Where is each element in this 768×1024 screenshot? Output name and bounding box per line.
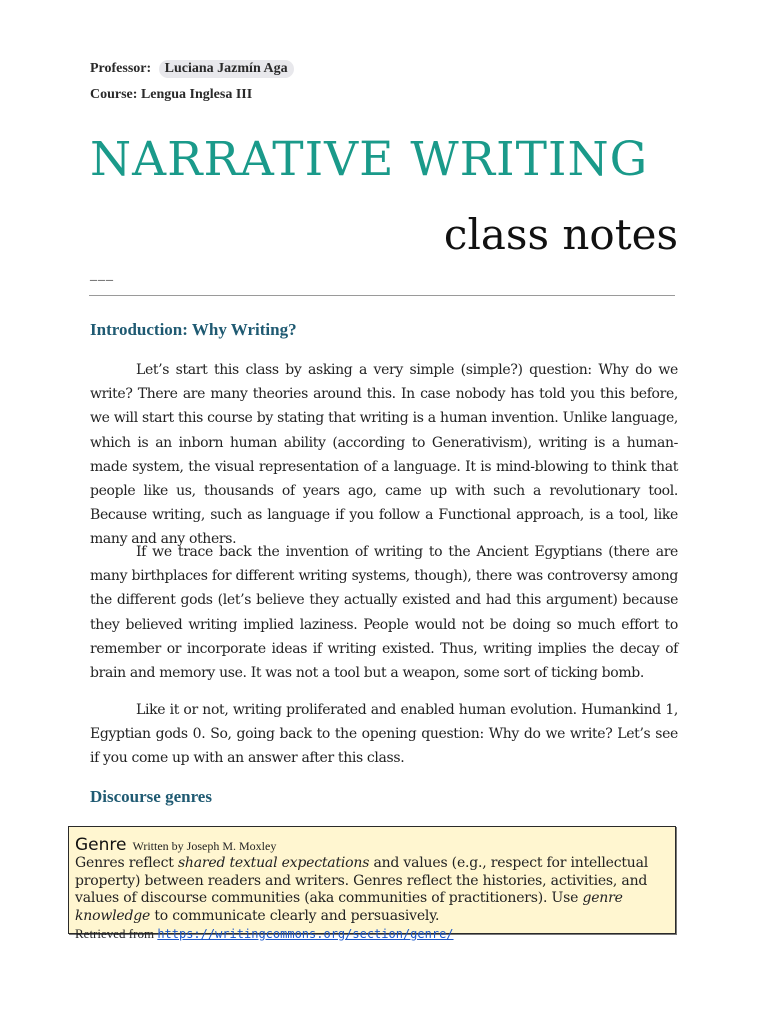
course-name: Lengua Inglesa III [140, 87, 253, 102]
intro-heading: Introduction: Why Writing? [90, 320, 297, 339]
genre-retrieved-line [75, 925, 675, 943]
document-title: NARRATIVE WRITING [90, 132, 649, 187]
genres-heading: Discourse genres [90, 787, 212, 806]
horizontal-rule [89, 295, 675, 296]
genre-text-emphasis-2: genre knowledge [75, 890, 623, 924]
genre-box-header [75, 836, 675, 855]
paragraph-3: Like it or not, writing proliferated and enabled human evolution. Humankind 1, Egyptian gods 0. So, going back to the opening question: Why do we write? Let’s see if you come up with an answer after this class. [90, 702, 678, 767]
genre-definition-text [75, 855, 673, 925]
genre-source-link[interactable]: https://writingcommons.org/section/genre/ [157, 927, 454, 941]
retrieved-label: Retrieved from [75, 926, 158, 941]
genre-byline: Written by Joseph M. Moxley [132, 839, 277, 853]
course-label: Course: [90, 87, 138, 102]
genre-definition-box [68, 826, 676, 941]
professor-line [90, 61, 294, 77]
genre-text-part-1: Genres reflect [75, 855, 178, 871]
paragraph-2: If we trace back the invention of writing to the Ancient Egyptians (there are many birthplaces for different writing systems, though), there was controversy among the different gods (let’s believe they actually existed and had this argument) because they believed writing implied laziness. People would not be doing so much effort to remember or incorporate ideas if writing existed. Thus, writing implies the decay of brain and memory use. It was not a tool but a weapon, some sort of ticking bomb. [90, 544, 678, 682]
paragraph-1: Let’s start this class by asking a very simple (simple?) question: Why do we write? There are many theories around this. In case nobody has told you this before, we will start this course by stating that writing is a human invention. Unlike language, which is an inborn human ability (according to Generativism), writing is a human-made system, the visual representation of a language. It is mind-blowing to think that people like us, thousands of years ago, came up with such a revolutionary tool. Because writing, such as language if you follow a Functional approach, is a tool, like many and any others. [90, 362, 678, 548]
genre-text-part-2: and values (e.g., respect for intellectual property) between readers and writers. Genres reflect the histories, activities, and values of discourse communities (aka communities of practitioners). Use [75, 855, 649, 906]
professor-label: Professor: [90, 61, 152, 76]
document-subtitle: class notes [443, 210, 678, 259]
course-line [90, 87, 252, 103]
genre-text-emphasis-1: shared textual expectations [177, 855, 370, 871]
genre-term: Genre [75, 835, 127, 855]
professor-name: Luciana Jazmín Aga [159, 60, 294, 78]
genre-text-part-3: to communicate clearly and persuasively. [150, 907, 440, 924]
dash-marker: ___ [90, 268, 114, 283]
